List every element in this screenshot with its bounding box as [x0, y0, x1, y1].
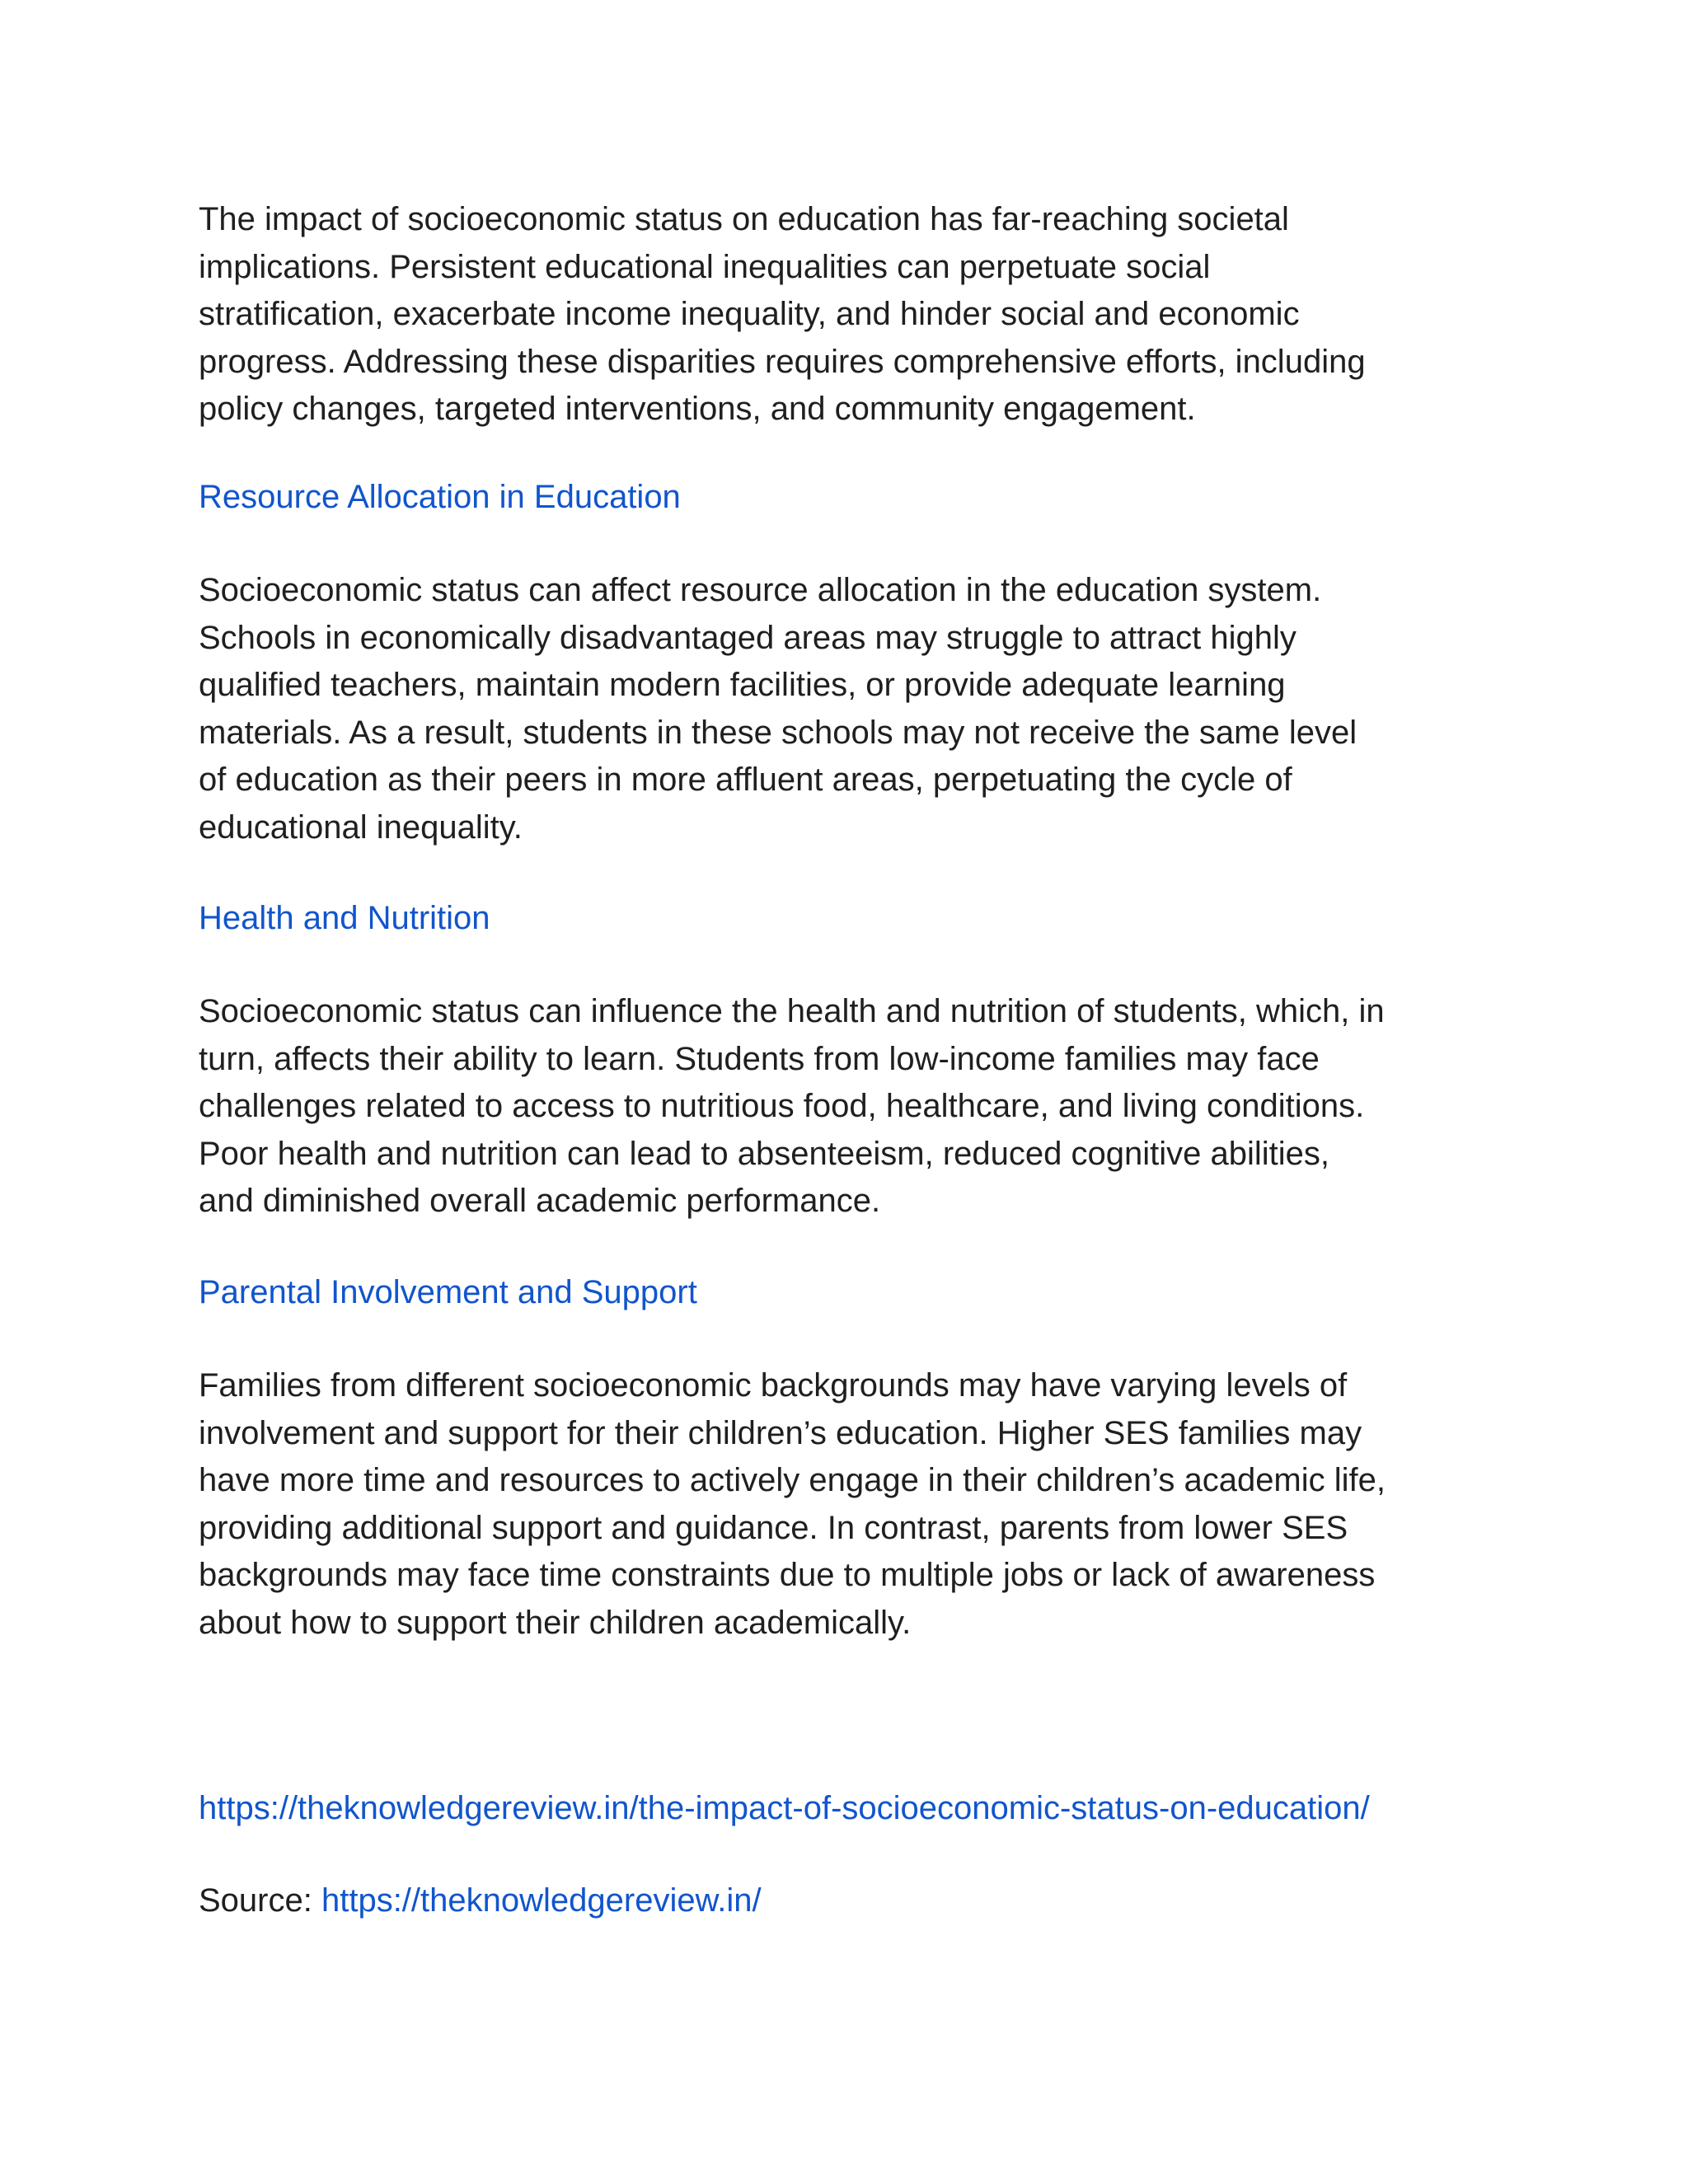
source-link[interactable]: https://theknowledgereview.in/ [321, 1882, 762, 1919]
section-heading-resource-allocation: Resource Allocation in Education [199, 479, 681, 515]
section-body-health-nutrition: Socioeconomic status can influence the health and nutrition of students, which, in turn, affects their ability to learn. Students from low-income families may face challenges related to access to nutritious food, healthcare, and living conditions. Poor health and nutrition can lead to absenteeism, reduced cognitive abilities, and diminished overall academic performance. [199, 993, 1385, 1219]
source-label: Source: [199, 1882, 321, 1919]
section-heading-health-nutrition: Health and Nutrition [199, 900, 490, 936]
source-line [199, 1877, 1493, 1925]
article-link[interactable]: https://theknowledgereview.in/the-impact-of-socioeconomic-status-on-education/ [199, 1789, 1370, 1826]
section-heading-parental-involvement: Parental Involvement and Support [199, 1274, 697, 1310]
section-body-resource-allocation: Socioeconomic status can affect resource allocation in the education system. Schools in economically disadvantaged areas may struggle to attract highly qualified teachers, maintain modern facilities, or provide adequate learning materials. As a result, students in these schools may not receive the same level of education as their peers in more affluent areas, perpetuating the cycle of educational inequality. [199, 572, 1357, 846]
section-body-parental-involvement: Families from different socioeconomic backgrounds may have varying levels of involvement and support for their children’s education. Higher SES families may have more time and resources to actively engage in their children’s academic life, providing additional support and guidance. In contrast, parents from lower SES backgrounds may face time constraints due to multiple jobs or lack of awareness about how to support their children academically. [199, 1367, 1386, 1641]
intro-paragraph: The impact of socioeconomic status on education has far-reaching societal implications. Persistent educational inequalities can perpetuate social stratification, exacerbate income inequality, and hinder social and economic progress. Addressing these disparities requires comprehensive efforts, including policy changes, targeted interventions, and community engagement. [199, 201, 1366, 427]
article-link-line [199, 1737, 1493, 1832]
